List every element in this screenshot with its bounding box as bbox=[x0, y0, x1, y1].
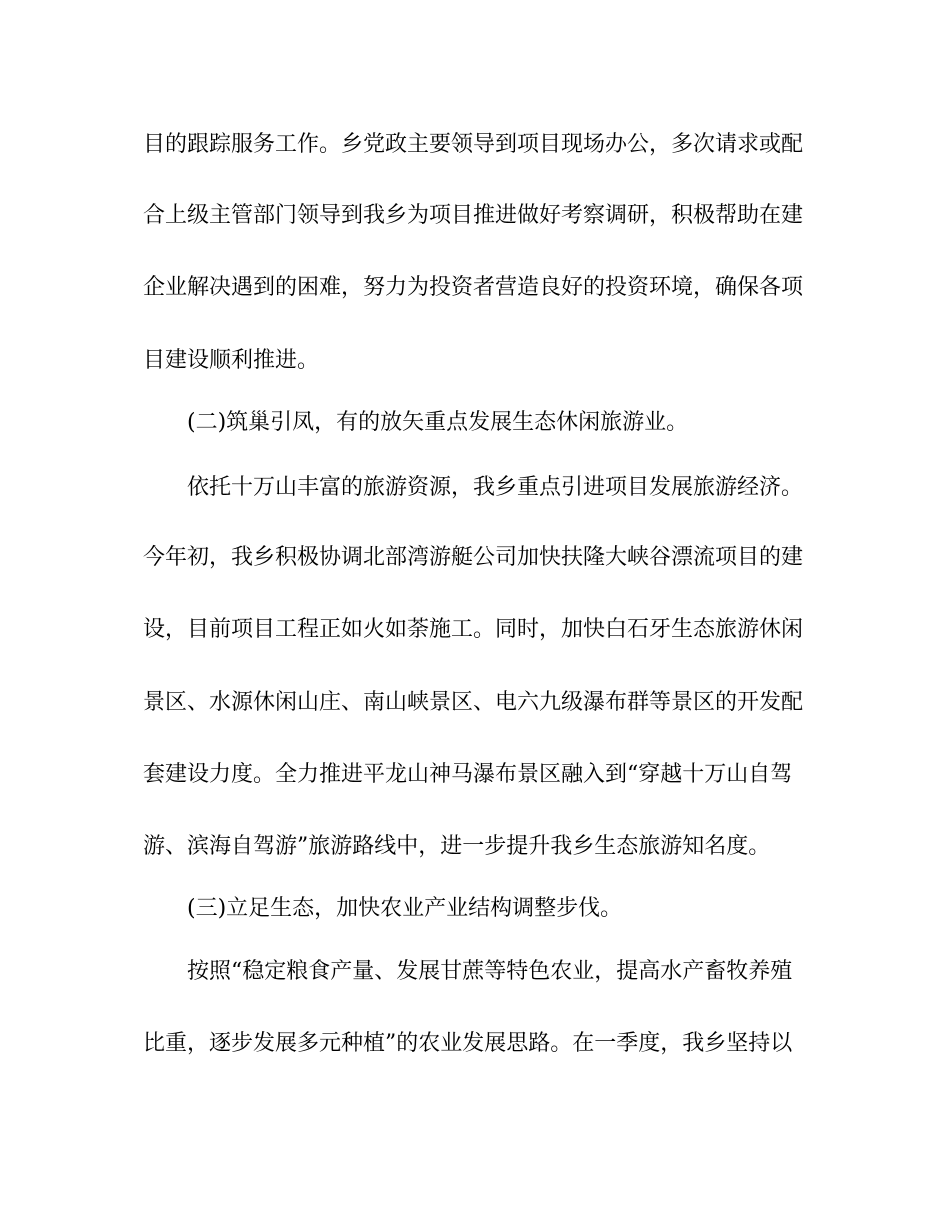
paragraph-line: 景区、水源休闲山庄、南山峡景区、电六九级瀑布群等景区的开发配 bbox=[143, 690, 803, 715]
paragraph-line: 按照“稳定粮食产量、发展甘蔗等特色农业，提高水产畜牧养殖 bbox=[187, 959, 793, 984]
section-heading: (二)筑巢引凤，有的放矢重点发展生态休闲旅游业。 bbox=[187, 410, 689, 435]
paragraph-line: 比重，逐步发展多元种植”的农业发展思路。在一季度，我乡坚持以 bbox=[143, 1031, 793, 1056]
paragraph-line: 游、滨海自驾游”旅游路线中，进一步提升我乡生态旅游知名度。 bbox=[143, 834, 771, 859]
paragraph-line: 目的跟踪服务工作。乡党政主要领导到项目现场办公，多次请求或配 bbox=[143, 132, 803, 157]
paragraph-line: 依托十万山丰富的旅游资源，我乡重点引进项目发展旅游经济。 bbox=[187, 475, 803, 500]
paragraph-line: 套建设力度。全力推进平龙山神马瀑布景区融入到“穿越十万山自驾 bbox=[143, 762, 793, 787]
paragraph-line: 今年初，我乡积极协调北部湾游艇公司加快扶隆大峡谷漂流项目的建 bbox=[143, 545, 803, 570]
paragraph-line: 合上级主管部门领导到我乡为项目推进做好考察调研，积极帮助在建 bbox=[143, 203, 803, 228]
section-heading: (三)立足生态，加快农业产业结构调整步伐。 bbox=[187, 896, 623, 921]
paragraph-line: 企业解决遇到的困难，努力为投资者营造良好的投资环境，确保各项 bbox=[143, 275, 803, 300]
paragraph-line: 设，目前项目工程正如火如荼施工。同时，加快白石牙生态旅游休闲 bbox=[143, 617, 803, 642]
paragraph-line: 目建设顺利推进。 bbox=[143, 348, 320, 373]
